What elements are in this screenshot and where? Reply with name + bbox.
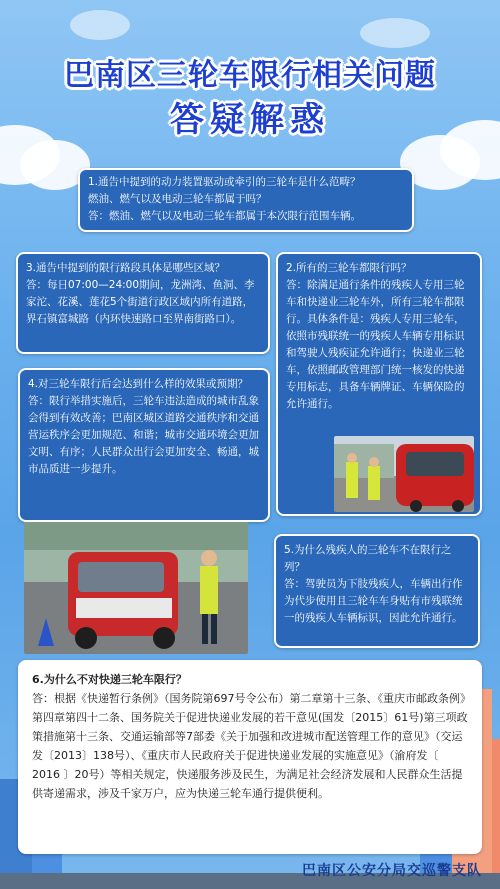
question-4: 4.对三轮车限行后会达到什么样的效果或预期？ [28, 378, 249, 390]
qa-panel-4 [18, 368, 270, 522]
qa-panel-1 [78, 168, 414, 232]
question-3: 3.通告中提到的限行路段具体是哪些区域？ [26, 262, 226, 274]
answer-1: 答：燃油、燃气以及电动三轮车都属于本次限行范围车辆。 [88, 210, 361, 222]
answer-5: 答：驾驶员为下肢残疾人，车辆出行作为代步使用且三轮车车身贴有市残联统一的残疾人车辆标识，因此允许通行。 [284, 578, 463, 624]
cloud-decoration [70, 10, 130, 40]
cloud-decoration [360, 18, 430, 48]
police-tricycle-photo [334, 436, 474, 512]
issuer-signature: 巴南区公安分局交巡警支队 [302, 863, 482, 879]
answer-6: 答：根据《快递暂行条例》（国务院第697号令公布）第二章第十三条、《重庆市邮政条例》第四章第四十二条、国务院关于促进快递业发展的若干意见(国发〔2015〕61号)第三项政策措施第十三条、交通运输部等7部委《关于加强和改进城市配送管理工作的意见》（交运发〔2013〕138号）、《重庆市人民政府关于促进快递业发展的实施意见》（渝府发〔 2016 〕20号）等相关规定，快递服务涉及民生，为满足社会经济发展和人民群众生活提供寄递需求，涉及千家万户，应为快递三轮车通行提供便利。 [32, 692, 468, 800]
page-title: 巴南区三轮车限行相关问题 [64, 58, 436, 93]
page-subtitle: 答疑解惑 [170, 100, 330, 140]
answer-2: 答：除满足通行条件的残疾人专用三轮车和快递业三轮车外，所有三轮车都限行。具体条件是：残疾人专用三轮车，依照市残联统一的残疾人车辆专用标识和驾驶人残疾证允许通行；快递业三轮车，依照邮政管理部门统一核发的快递专用标志，具备车辆牌证、车辆保险的允许通行。 [286, 279, 465, 410]
answer-4: 答：限行举措实施后，三轮车违法造成的城市乱象会得到有效改善；巴南区城区道路交通秩序和交通营运秩序会更加规范、和谐；城市交通环境会更加文明、有序；人民群众出行会更加安全、畅通，城市品质进一步提升。 [28, 395, 259, 475]
qa-panel-3 [16, 252, 270, 354]
question-1-cont: 燃油、燃气以及电动三轮车都属于吗？ [88, 193, 267, 205]
question-5: 5.为什么残疾人的三轮车不在限行之列？ [284, 544, 452, 573]
qa-panel-6 [18, 660, 482, 854]
answer-3: 答：每日07:00—24:00期间，龙洲湾、鱼洞、李家沱、花溪、莲花5个街道行政区域内所有道路，界石镇富城路（内环快速路口至界南街路口）。 [26, 279, 255, 325]
question-2: 2.所有的三轮车都限行吗？ [286, 262, 412, 274]
question-1: 1.通告中提到的动力装置驱动或牵引的三轮车是什么范畴？ [88, 176, 361, 188]
question-6: 6.为什么不对快递三轮车限行？ [32, 673, 187, 686]
